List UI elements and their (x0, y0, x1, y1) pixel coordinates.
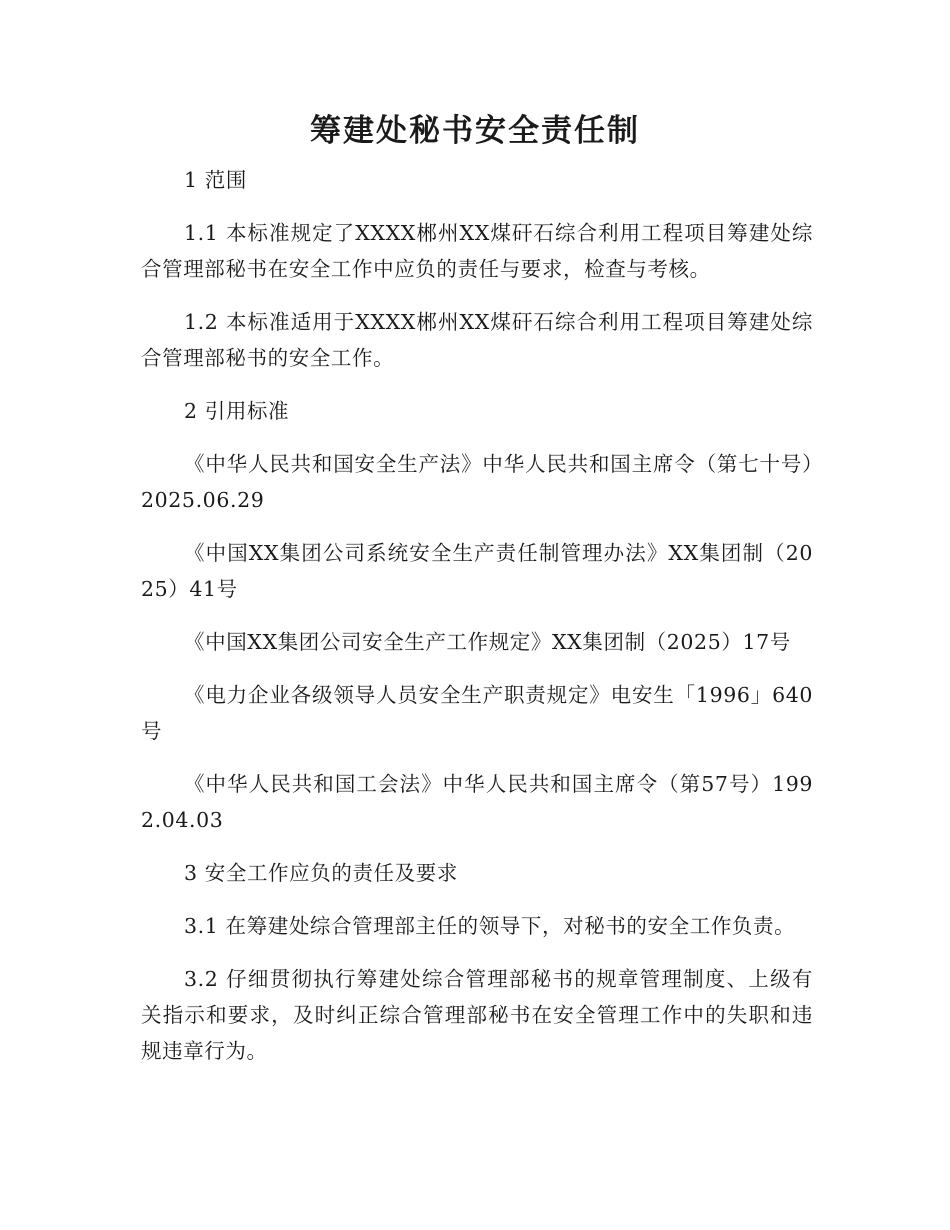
document-title: 筹建处秘书安全责任制 (310, 113, 640, 149)
paragraph-1-2: 1.2 本标准适用于XXXX郴州XX煤矸石综合利用工程项目筹建处综合管理部秘书的安全工作。 (141, 310, 813, 370)
paragraph-3-2: 3.2 仔细贯彻执行筹建处综合管理部秘书的规章管理制度、上级有关指示和要求，及时纠正综合管理部秘书在安全管理工作中的失职和违规违章行为。 (141, 967, 813, 1063)
document-body (141, 162, 813, 1086)
reference-item: 《中国XX集团公司安全生产工作规定》XX集团制（2025）17号 (184, 630, 791, 654)
reference-item: 《中华人民共和国工会法》中华人民共和国主席令（第57号）1992.04.03 (141, 772, 813, 832)
paragraph-3-1: 3.1 在筹建处综合管理部主任的领导下，对秘书的安全工作负责。 (184, 914, 796, 938)
reference-item: 《电力企业各级领导人员安全生产职责规定》电安生「1996」640号 (141, 683, 813, 743)
reference-item: 《中国XX集团公司系统安全生产责任制管理办法》XX集团制（2025）41号 (141, 541, 813, 601)
section-heading-references: 2 引用标准 (184, 399, 290, 423)
reference-item: 《中华人民共和国安全生产法》中华人民共和国主席令（第七十号）2025.06.29 (141, 452, 813, 512)
section-heading-scope: 1 范围 (184, 168, 247, 192)
section-heading-responsibilities: 3 安全工作应负的责任及要求 (184, 861, 458, 885)
paragraph-1-1: 1.1 本标准规定了XXXX郴州XX煤矸石综合利用工程项目筹建处综合管理部秘书在安全工作中应负的责任与要求，检查与考核。 (141, 221, 813, 281)
